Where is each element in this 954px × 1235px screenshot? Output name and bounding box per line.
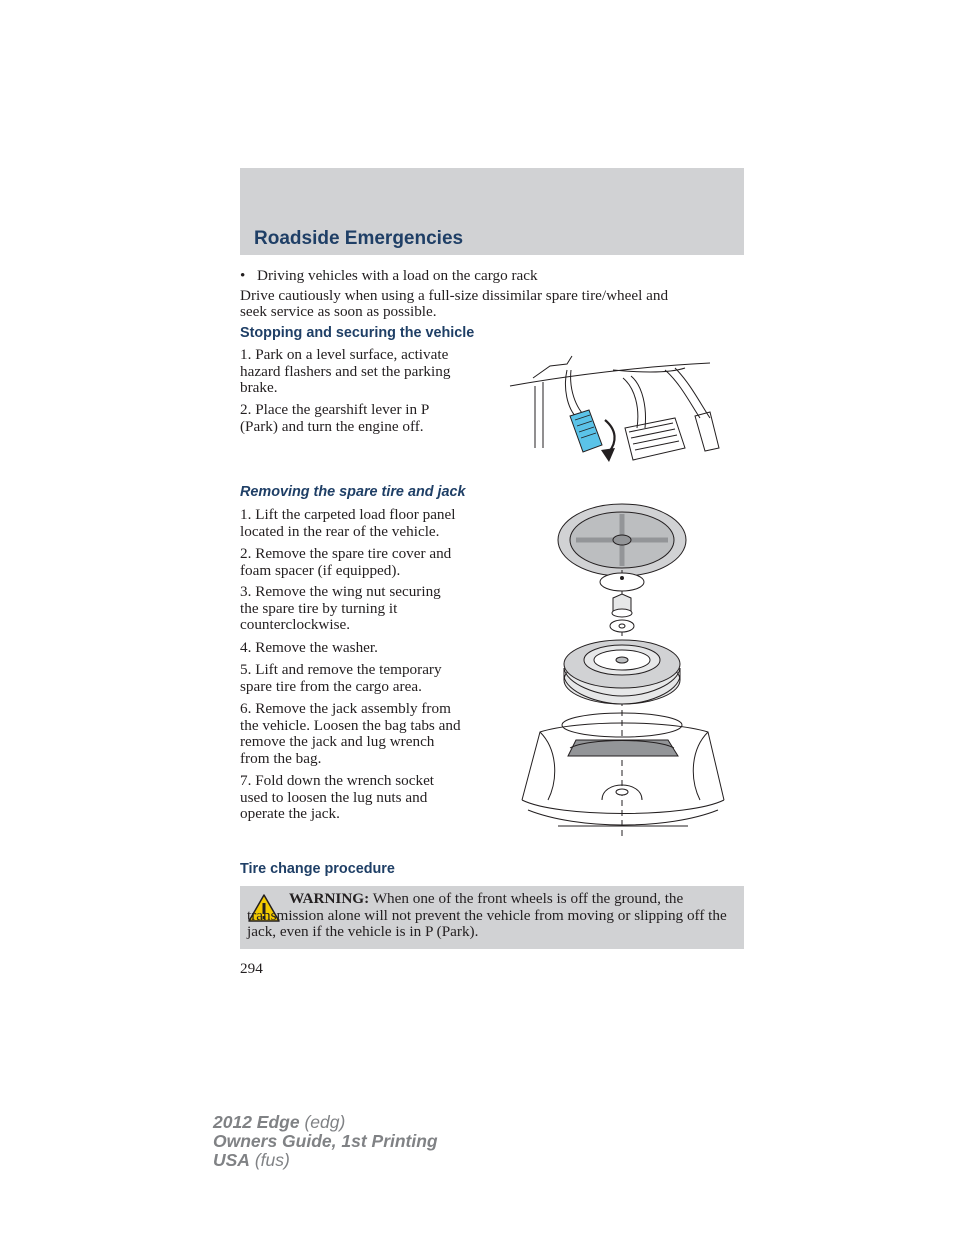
section-title: Roadside Emergencies <box>254 228 464 249</box>
line: 6. Remove the jack assembly from <box>240 700 451 717</box>
page-number: 294 <box>240 960 263 977</box>
footer-market: USA <box>213 1150 250 1170</box>
stop-step-2 <box>240 402 498 435</box>
remove-step-7 <box>240 773 498 823</box>
remove-step-3 <box>240 584 498 634</box>
warning-paragraph <box>247 891 735 941</box>
remove-step-4 <box>240 640 498 657</box>
line: 1. Park on a level surface, activate <box>240 346 449 363</box>
footer-line-3 <box>213 1151 438 1170</box>
line: foam spacer (if equipped). <box>240 561 401 579</box>
footer-market-code: (fus) <box>254 1150 290 1170</box>
footer-line-1 <box>213 1113 438 1132</box>
intro-para-line1: Drive cautiously when using a full-size dissimilar spare tire/wheel and <box>240 287 669 304</box>
subheading-tire-change: Tire change procedure <box>240 861 395 877</box>
line: 2. Remove the spare tire cover and <box>240 545 452 562</box>
footer <box>213 1113 438 1170</box>
line: operate the jack. <box>240 805 340 822</box>
line: 5. Lift and remove the temporary <box>240 661 442 678</box>
line: spare tire from the cargo area. <box>240 677 422 695</box>
line: 3. Remove the wing nut securing <box>240 583 441 600</box>
line: counterclockwise. <box>240 616 351 633</box>
line: 7. Fold down the wrench socket <box>240 772 435 789</box>
line: 4. Remove the washer. <box>240 639 378 656</box>
spare-tire-illustration <box>518 500 728 845</box>
footer-guide: Owners Guide, 1st Printing <box>213 1131 438 1151</box>
stop-step-1 <box>240 347 498 397</box>
subheading-stopping: Stopping and securing the vehicle <box>240 325 475 341</box>
remove-step-5 <box>240 662 498 695</box>
subheading-removing: Removing the spare tire and jack <box>240 484 466 500</box>
line: 1. Lift the carpeted load floor panel <box>240 506 456 523</box>
footer-model: 2012 Edge <box>213 1112 300 1132</box>
warning-text: When one of the front wheels is off the ground, the transmission alone will not prevent the vehicle from moving or slipping off the jack, even if the vehicle is in P (Park). <box>247 890 727 940</box>
remove-step-1 <box>240 507 498 540</box>
footer-line-2 <box>213 1132 438 1151</box>
section-header-band <box>240 168 744 255</box>
brake-pedal-illustration <box>505 348 725 468</box>
intro-para-line2: seek service as soon as possible. <box>240 303 437 320</box>
line: (Park) and turn the engine off. <box>240 417 424 435</box>
line: the spare tire by turning it <box>240 599 398 617</box>
line: 2. Place the gearshift lever in P <box>240 401 430 418</box>
line: remove the jack and lug wrench <box>240 733 435 750</box>
line: brake. <box>240 379 278 396</box>
warning-label: WARNING: <box>289 890 370 907</box>
bullet-mark: • <box>240 267 246 284</box>
bullet-item: Driving vehicles with a load on the cargo rack <box>257 267 538 284</box>
warning-box <box>240 886 744 949</box>
remove-step-2 <box>240 546 498 579</box>
line: used to loosen the lug nuts and <box>240 788 428 806</box>
line: hazard flashers and set the parking <box>240 362 451 380</box>
remove-step-6 <box>240 701 498 767</box>
footer-model-code: (edg) <box>304 1112 346 1132</box>
line: from the bag. <box>240 749 322 767</box>
line: located in the rear of the vehicle. <box>240 522 440 540</box>
line: the vehicle. Loosen the bag tabs and <box>240 716 461 734</box>
